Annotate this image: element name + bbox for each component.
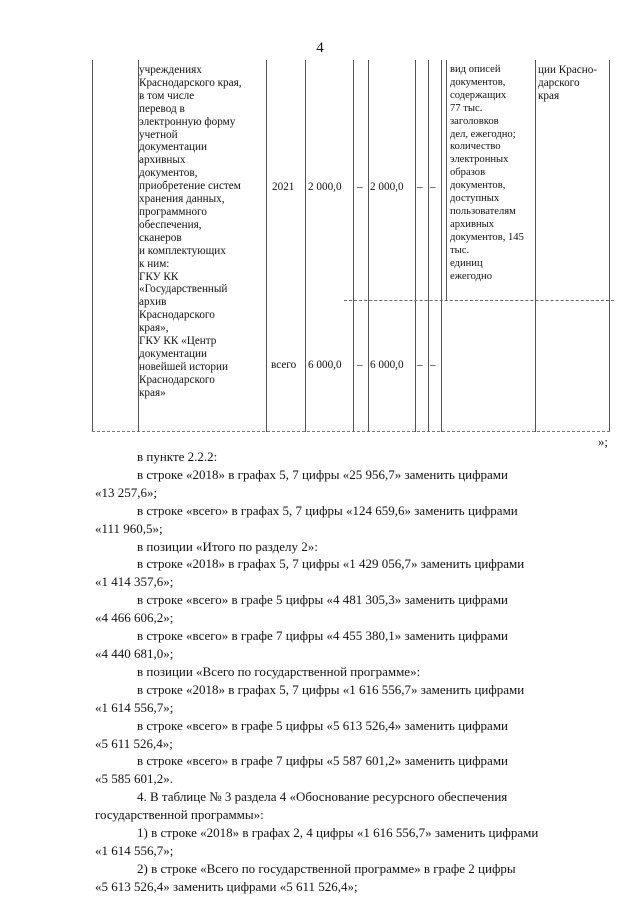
paragraph-line: «4 466 606,2»; xyxy=(95,610,174,626)
year-cell: 2021 xyxy=(272,181,295,193)
program-table xyxy=(92,60,610,432)
paragraph-line: в позиции «Итого по разделу 2»: xyxy=(137,538,318,554)
total-cell: 6 000,0 xyxy=(308,359,342,371)
total-cell: 2 000,0 xyxy=(308,181,342,193)
paragraph-line: в пункте 2.2.2: xyxy=(137,449,218,464)
measure-name-cell: учреждениях Краснодарского края, в том числе перевод в электронную форму учетной документации архивных документов, приобретение систем хранения данных, программного обеспечения, сканеров и комплектующих к ним: ГКУ КК «Государственный архив Краснодарского края», ГКУ КК «Центр документации новейшей истории Краснодарского края» xyxy=(139,64,242,399)
col7-cell: – xyxy=(417,359,423,371)
table-divider xyxy=(266,60,267,432)
paragraph-line: 2) в строке «Всего по государственной программе» в графе 2 цифры xyxy=(137,860,516,876)
paragraph-line: «13 257,6»; xyxy=(95,484,158,500)
paragraph-line: 1) в строке «2018» в графах 2, 4 цифры «1 616 556,7» заменить цифрами xyxy=(137,825,539,841)
paragraph-line: «5 585 601,2». xyxy=(95,771,173,787)
paragraph-line: «1 414 357,6»; xyxy=(95,574,174,590)
amendment-text xyxy=(95,448,608,896)
col7-cell: – xyxy=(417,181,423,193)
year-cell: всего xyxy=(271,359,297,371)
table-divider xyxy=(446,60,447,300)
paragraph-line: государственной программы»: xyxy=(95,807,264,823)
closing-quote: »; xyxy=(597,434,608,449)
table-divider xyxy=(415,60,416,432)
paragraph-line: «111 960,5»; xyxy=(95,520,163,536)
paragraph-line: в строке «всего» в графе 5 цифры «4 481 305,3» заменить цифрами xyxy=(137,592,509,608)
table-divider xyxy=(305,60,306,432)
paragraph-line: «4 440 681,0»; xyxy=(95,645,174,661)
table-divider xyxy=(428,60,429,432)
paragraph-line: 4. В таблице № 3 раздела 4 «Обоснование ресурсного обеспечения xyxy=(137,789,508,805)
col5-cell: – xyxy=(357,181,363,193)
paragraph-line: «1 614 556,7»; xyxy=(95,699,174,715)
table-border-right xyxy=(609,60,610,432)
paragraph-line: в строке «2018» в графах 5, 7 цифры «1 429 056,7» заменить цифрами xyxy=(137,556,525,572)
table-border-bottom xyxy=(92,431,610,432)
executor-cell: ции Красно- дарского края xyxy=(538,64,598,102)
paragraph-line: в строке «всего» в графе 5 цифры «5 613 526,4» заменить цифрами xyxy=(137,717,509,733)
table-border-left xyxy=(92,60,93,432)
col8-cell: – xyxy=(430,181,436,193)
paragraph-line: «5 611 526,4»; xyxy=(95,735,173,751)
col6-cell: 2 000,0 xyxy=(370,181,404,193)
paragraph-line: в позиции «Всего по государственной программе»: xyxy=(137,663,421,679)
table-divider xyxy=(441,60,442,432)
paragraph-line: в строке «2018» в графах 5, 7 цифры «25 956,7» заменить цифрами xyxy=(137,466,508,482)
col5-cell: – xyxy=(357,359,363,371)
paragraph-line: «5 613 526,4» заменить цифрами «5 611 526,4»; xyxy=(95,878,358,894)
col8-cell: – xyxy=(430,359,436,371)
paragraph-line: в строке «2018» в графах 5, 7 цифры «1 616 556,7» заменить цифрами xyxy=(137,681,525,697)
paragraph-line: в строке «всего» в графе 7 цифры «4 455 380,1» заменить цифрами xyxy=(137,628,509,644)
page-number: 4 xyxy=(316,40,324,56)
paragraph-line: «1 614 556,7»; xyxy=(95,842,174,858)
table-divider xyxy=(353,60,354,432)
paragraph-line: в строке «всего» в графе 7 цифры «5 587 601,2» заменить цифрами xyxy=(137,753,509,769)
indicator-cell: вид описей документов, содержащих 77 тыс. заголовков дел, ежегодно; количество электронных образов документов, доступных пользователям архивных документов, 145 тыс. единиц ежегодно xyxy=(450,64,524,282)
col6-cell: 6 000,0 xyxy=(370,359,404,371)
table-divider xyxy=(368,60,369,432)
table-row-separator xyxy=(344,300,614,301)
paragraph-line: в строке «всего» в графах 5, 7 цифры «124 659,6» заменить цифрами xyxy=(137,502,518,518)
